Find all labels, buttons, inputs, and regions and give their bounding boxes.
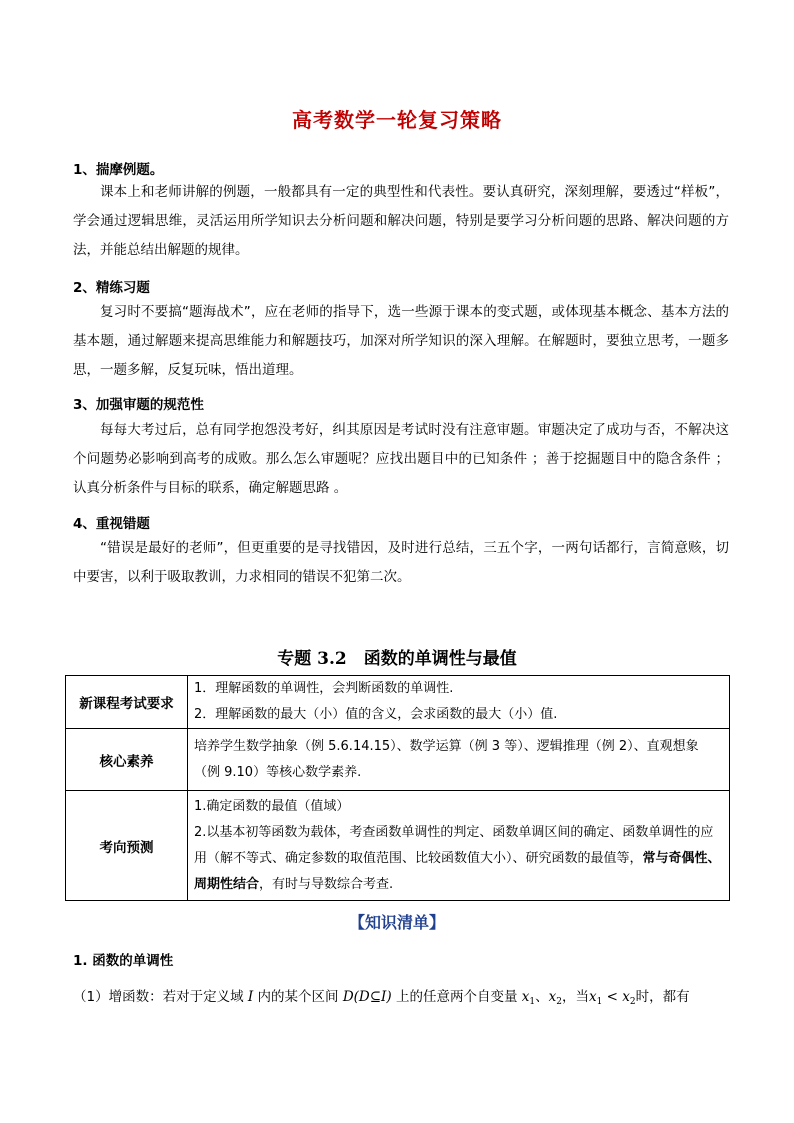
section-2-heading: 2、精练习题	[73, 280, 150, 296]
line-text-b: 内的某个区间	[257, 989, 339, 1005]
page-title: 高考数学一轮复习策略	[292, 108, 502, 132]
row-content-requirements	[188, 676, 730, 729]
forecast-text-b: ，有时与导数综合考查.	[259, 876, 394, 892]
row-content-forecast	[188, 791, 730, 901]
section-4-heading: 4、重视错题	[73, 516, 150, 532]
section-1-heading: 1、揣摩例题。	[73, 162, 164, 178]
line-text-c: 上的任意两个自变量	[395, 989, 518, 1005]
section-4-body: “错误是最好的老师”，但更重要的是寻找错因，及时进行总结，三五个字，一两句话都行，言简意赅，切中要害，以利于吸取教训，力求相同的错误不犯第二次。	[73, 540, 729, 585]
requirement-line-2: 2．理解函数的最大（小）值的含义，会求函数的最大（小）值.	[194, 707, 558, 722]
forecast-line-2	[194, 820, 723, 898]
section-3-heading: 3、加强审题的规范性	[73, 397, 204, 413]
line-text-d: ，当	[561, 989, 589, 1005]
row-label-forecast: 考向预测	[66, 791, 188, 901]
row-label-literacy: 核心素养	[66, 729, 188, 791]
forecast-line-1: 1.确定函数的最值（值域）	[194, 798, 350, 814]
topic-title: 专题 3.2 函数的单调性与最值	[277, 649, 517, 669]
math-x1: $x_1$	[521, 989, 536, 1007]
knowledge-heading: 1. 函数的单调性	[73, 953, 174, 969]
row-content-literacy: 培养学生数学抽象（例 5.6.14.15）、数学运算（例 3 等）、逻辑推理（例 2）、直观想象（例 9.10）等核心数学素养.	[188, 729, 730, 791]
section-2-body: 复习时不要搞“题海战术”，应在老师的指导下，选一些源于课本的变式题，或体现基本概念、基本方法的基本题，通过解题来提高思维能力和解题技巧，加深对所学知识的深入理解。在解题时，要独立思考，一题多思，一题多解，反复玩味，悟出道理。	[73, 304, 729, 378]
math-condition: $x_1 < x_2$	[588, 989, 636, 1007]
forecast-text-bold: 常与奇偶性、周期性结合	[194, 850, 721, 892]
line-text-a: （1）增函数：若对于定义域	[73, 989, 244, 1005]
forecast-text-a: 2.以基本初等函数为载体，考查函数单调性的判定、函数单调区间的确定、函数单调性的应用（解不等式、确定参数的取值范围、比较函数值大小）、研究函数的最值等，	[194, 824, 714, 866]
requirements-table	[65, 675, 730, 901]
separator: 、	[535, 989, 549, 1005]
section-1-body: 课本上和老师讲解的例题，一般都具有一定的典型性和代表性。要认真研究，深刻理解，要透过“样板”，学会通过逻辑思维，灵活运用所学知识去分析问题和解决问题，特别是要学习分析问题的思路、解决问题的方法，并能总结出解题的规律。	[73, 184, 729, 258]
row-label-requirements: 新课程考试要求	[66, 676, 188, 729]
table-row	[66, 729, 730, 791]
line-text-e: 时，都有	[635, 989, 690, 1005]
knowledge-line	[73, 985, 690, 1007]
math-var-I: I	[247, 989, 254, 1005]
math-interval: D(D⊆I)	[342, 989, 392, 1005]
requirement-line-1: 1．理解函数的单调性，会判断函数的单调性.	[194, 681, 454, 696]
knowledge-list-header: 【知识清单】	[348, 913, 445, 932]
table-row	[66, 791, 730, 901]
math-x2: $x_2$	[548, 989, 562, 1007]
table-row	[66, 676, 730, 729]
section-3-body: 每每大考过后，总有同学抱怨没考好，纠其原因是考试时没有注意审题。审题决定了成功与否，不解决这个问题势必影响到高考的成败。那么怎么审题呢？应找出题目中的已知条件 ；善于挖掘题目中的隐含条件 ；认真分析条件与目标的联系，确定解题思路 。	[73, 422, 729, 496]
